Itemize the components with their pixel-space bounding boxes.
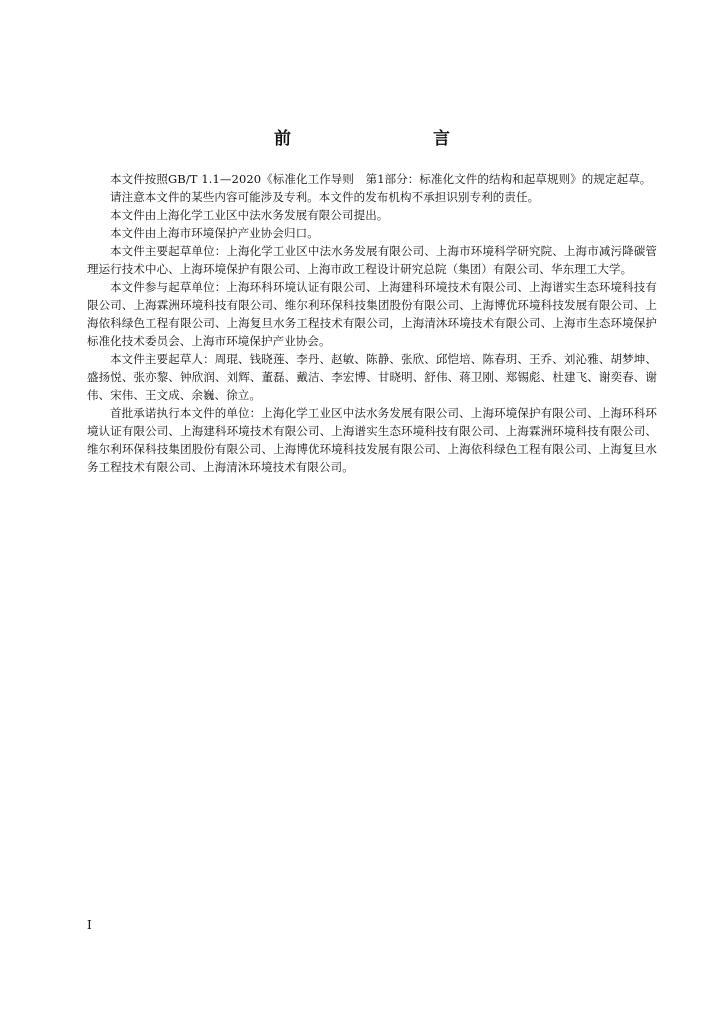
paragraph-drafting-rules: 本文件按照GB/T 1.1—2020《标准化工作导则 第1部分：标准化文件的结构和起草规则》的规定起草。 <box>110 172 652 186</box>
paragraph-proposer: 本文件由上海化学工业区中法水务发展有限公司提出。 <box>110 208 389 222</box>
paragraph-first-adopters: 首批承诺执行本文件的单位：上海化学工业区中法水务发展有限公司、上海环境保护有限公司、上海环科环境认证有限公司、上海建科环境技术有限公司、上海谱实生态环境科技有限公司、上海霖洲环境科技有限公司、维尔利环保科技集团股份有限公司、上海博优环境科技发展有限公司、上海依科绿色工程有限公司、上海复旦水务工程技术有限公司、上海清沐环境技术有限公司。 <box>87 406 657 474</box>
paragraph-main-drafting-units: 本文件主要起草单位：上海化学工业区中法水务发展有限公司、上海市环境科学研究院、上海市减污降碳管理运行技术中心、上海环境保护有限公司、上海市政工程设计研究总院（集团）有限公司、华东理工大学。 <box>87 244 657 276</box>
page-title: 前 言 <box>274 129 486 149</box>
page-number: I <box>87 918 92 932</box>
paragraph-administrator: 本文件由上海市环境保护产业协会归口。 <box>110 226 319 240</box>
foreword-body <box>87 170 657 476</box>
paragraph-patent-notice: 请注意本文件的某些内容可能涉及专利。本文件的发布机构不承担识别专利的责任。 <box>110 190 540 204</box>
paragraph-participating-units: 本文件参与起草单位：上海环科环境认证有限公司、上海建科环境技术有限公司、上海谱实生态环境科技有限公司、上海霖洲环境科技有限公司、维尔利环保科技集团股份有限公司、上海博优环境科技发展有限公司、上海依科绿色工程有限公司、上海复旦水务工程技术有限公司，上海清沐环境技术有限公司、上海市生态环境保护标准化技术委员会、上海市环境保护产业协会。 <box>87 280 657 348</box>
paragraph-main-drafters: 本文件主要起草人：周琨、钱晓莲、李丹、赵敏、陈静、张欣、邱恺培、陈春玥、王乔、刘沁雅、胡梦坤、盛扬悦、张亦黎、钟欣润、刘辉、董磊、戴洁、李宏博、甘晓明、舒伟、蒋卫刚、郑锡彪、杜建飞、谢奕春、谢伟、宋伟、王文成、余巍、徐立。 <box>87 352 657 402</box>
